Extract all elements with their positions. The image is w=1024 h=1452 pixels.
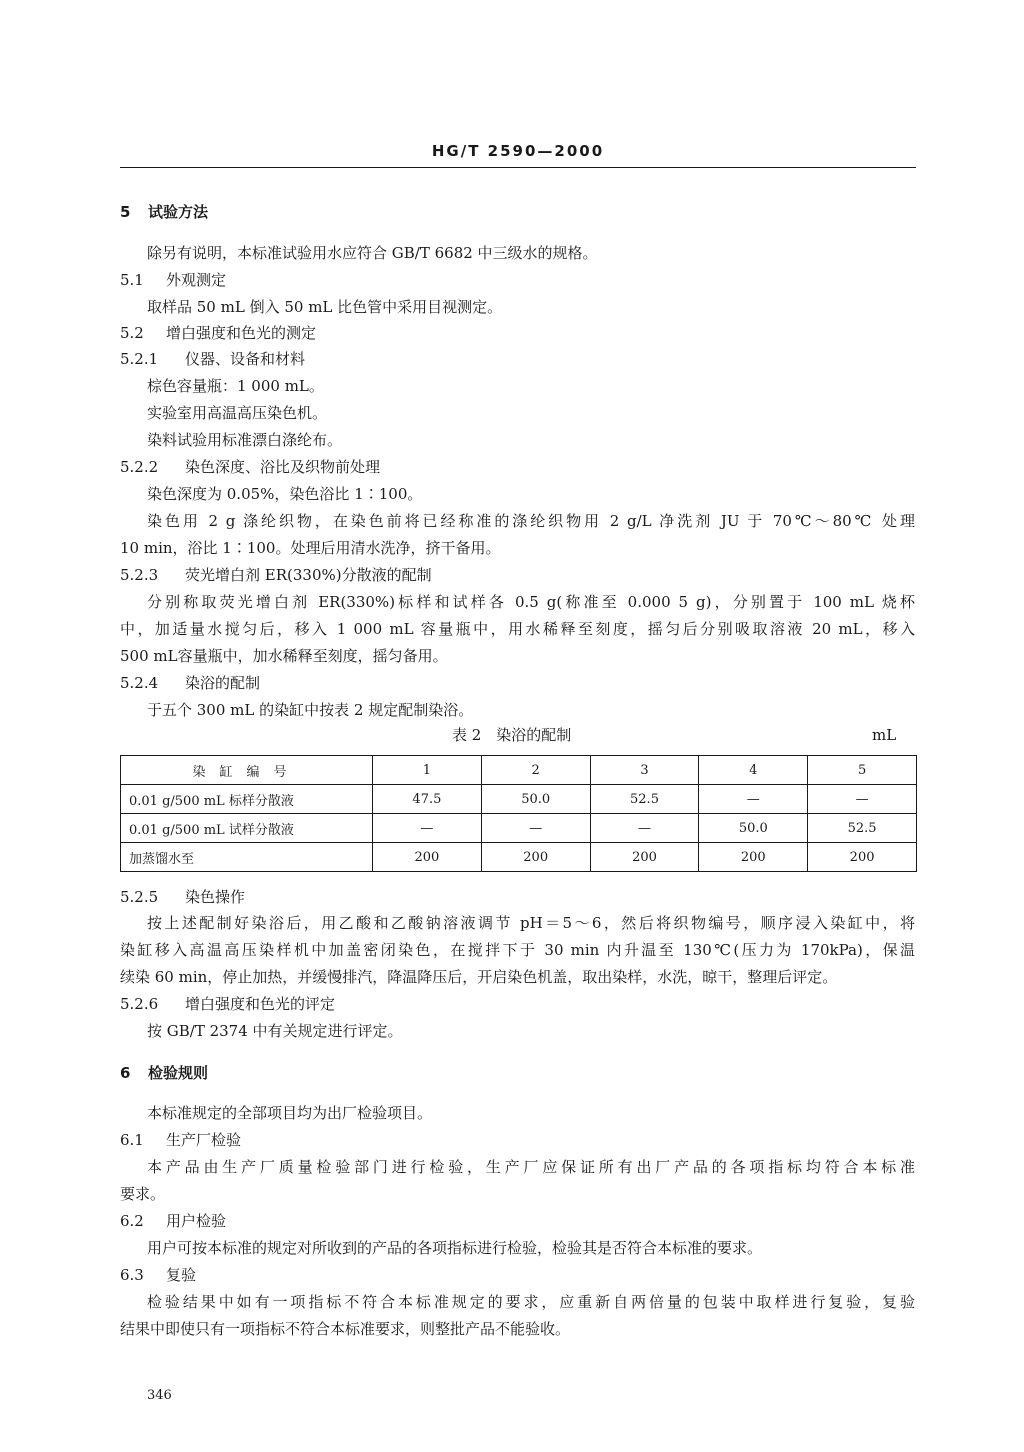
table-cell: 50.0 <box>699 814 808 843</box>
table-cell: 200 <box>699 843 808 872</box>
section-title: 染色操作 <box>185 888 246 906</box>
section-title: 染浴的配制 <box>185 674 261 692</box>
section-title: 用户检验 <box>166 1212 227 1230</box>
paragraph-5-2-1-b: 实验室用高温高压染色机。 <box>147 404 328 422</box>
paragraph-5-2-1-a: 棕色容量瓶：1 000 mL。 <box>147 377 324 395</box>
table-cell: 50.0 <box>481 785 590 814</box>
table-cell: — <box>481 814 590 843</box>
section-5-2-3-heading <box>120 565 432 585</box>
paragraph-5-2-2-b-line2: 10 min，浴比 1∶100。处理后用清水洗净，挤干备用。 <box>120 539 501 557</box>
paragraph-5-1: 取样品 50 mL 倒入 50 mL 比色管中采用目视测定。 <box>147 298 503 316</box>
table-cell: 52.5 <box>590 785 699 814</box>
section-title: 仪器、设备和材料 <box>185 350 306 368</box>
paragraph-5-2-2-a: 染色深度为 0.05%，染色浴比 1∶100。 <box>147 485 423 503</box>
paragraph-5-2-1-c: 染料试验用标准漂白涤纶布。 <box>147 431 343 449</box>
table-row <box>121 843 917 872</box>
table-cell: 0.01 g/500 mL 标样分散液 <box>121 785 373 814</box>
section-title: 复验 <box>166 1266 197 1284</box>
table-cell: 200 <box>590 843 699 872</box>
paragraph-5-2-5-line1: 按上述配制好染浴后，用乙酸和乙酸钠溶液调节 pH＝5～6，然后将织物编号，顺序浸入染缸中，将 <box>147 914 915 932</box>
table-cell: 加蒸馏水至 <box>121 843 373 872</box>
header-rule <box>120 167 916 168</box>
document-header: HG/T 2590—2000 <box>431 142 605 160</box>
table-unit: mL <box>872 726 897 744</box>
section-title: 荧光增白剂 ER(330%)分散液的配制 <box>185 566 432 584</box>
section-5-1-heading <box>120 270 226 290</box>
section-5-heading <box>120 202 208 222</box>
section-6-2-heading <box>120 1211 226 1231</box>
table-cell: 200 <box>373 843 482 872</box>
paragraph-5-2-6: 按 GB/T 2374 中有关规定进行评定。 <box>147 1022 403 1040</box>
section-number: 6.1 <box>120 1131 144 1149</box>
section-number: 5 <box>120 203 131 221</box>
section-title: 增白强度和色光的评定 <box>185 995 336 1013</box>
table-header-cell: 3 <box>590 756 699 785</box>
table-header-cell: 5 <box>808 756 917 785</box>
table-row <box>121 785 917 814</box>
table-header-cell: 2 <box>481 756 590 785</box>
section-5-2-6-heading <box>120 994 335 1014</box>
paragraph-5-2-3-line2: 中，加适量水搅匀后，移入 1 000 mL 容量瓶中，用水稀释至刻度，摇匀后分别吸取溶液 20 mL，移入 <box>120 620 915 638</box>
section-number: 5.2.2 <box>120 458 159 476</box>
section-title: 染色深度、浴比及织物前处理 <box>185 458 381 476</box>
paragraph-5-2-4: 于五个 300 mL 的染缸中按表 2 规定配制染浴。 <box>147 701 474 719</box>
section-number: 5.2.1 <box>120 350 159 368</box>
section-number: 5.2.5 <box>120 888 159 906</box>
paragraph-5-2-5-line2: 染缸移入高温高压染样机中加盖密闭染色，在搅拌下于 30 min 内升温至 130℃(压力为 170kPa)，保温 <box>120 941 915 959</box>
section-number: 5.2.6 <box>120 995 159 1013</box>
section-title: 检验规则 <box>148 1064 209 1082</box>
section-number: 5.2.4 <box>120 674 159 692</box>
paragraph-6: 本标准规定的全部项目均为出厂检验项目。 <box>147 1104 433 1122</box>
table-cell: 47.5 <box>373 785 482 814</box>
table-cell: — <box>373 814 482 843</box>
table-cell: — <box>808 785 917 814</box>
table-cell: 0.01 g/500 mL 试样分散液 <box>121 814 373 843</box>
section-number: 5.1 <box>120 271 144 289</box>
table-header-cell: 染缸编号 <box>121 756 373 785</box>
table-header-cell: 4 <box>699 756 808 785</box>
section-title: 生产厂检验 <box>166 1131 242 1149</box>
paragraph-6-1-line2: 要求。 <box>120 1185 166 1203</box>
section-5-2-2-heading <box>120 457 380 477</box>
table-cell: 52.5 <box>808 814 917 843</box>
section-number: 5.2.3 <box>120 566 159 584</box>
section-number: 6.3 <box>120 1266 144 1284</box>
paragraph-5-2-3-line3: 500 mL容量瓶中，加水稀释至刻度，摇匀备用。 <box>120 647 448 665</box>
table-cell: — <box>699 785 808 814</box>
section-number: 6.2 <box>120 1212 144 1230</box>
section-5-2-4-heading <box>120 673 260 693</box>
table-header-row <box>121 756 917 785</box>
paragraph-5-2-5-line3: 续染 60 min，停止加热，并缓慢排汽，降温降压后，开启染色机盖，取出染样，水洗，晾干，整理后评定。 <box>120 968 838 986</box>
table-title: 表 2 染浴的配制 <box>452 726 572 744</box>
table-header-cell: 1 <box>373 756 482 785</box>
section-5-2-5-heading <box>120 887 245 907</box>
paragraph-5-2-3-line1: 分别称取荧光增白剂 ER(330%)标样和试样各 0.5 g(称准至 0.000 5 g)，分别置于 100 mL 烧杯 <box>147 593 915 611</box>
paragraph-6-3-line1: 检验结果中如有一项指标不符合本标准规定的要求，应重新自两倍量的包装中取样进行复验，复验 <box>147 1293 915 1311</box>
table-cell: — <box>590 814 699 843</box>
section-5-2-heading <box>120 323 316 343</box>
section-title: 增白强度和色光的测定 <box>166 324 317 342</box>
page-number: 346 <box>147 1388 172 1403</box>
paragraph-5-2-2-b-line1: 染色用 2 g 涤纶织物，在染色前将已经称准的涤纶织物用 2 g/L 净洗剂 JU 于 70℃～80℃ 处理 <box>147 512 915 530</box>
table-cell: 200 <box>808 843 917 872</box>
section-number: 5.2 <box>120 324 144 342</box>
dye-bath-table <box>120 755 917 872</box>
paragraph-6-1-line1: 本产品由生产厂质量检验部门进行检验，生产厂应保证所有出厂产品的各项指标均符合本标准 <box>147 1158 915 1176</box>
paragraph-6-3-line2: 结果中即使只有一项指标不符合本标准要求，则整批产品不能验收。 <box>120 1320 571 1338</box>
paragraph-water: 除另有说明，本标准试验用水应符合 GB/T 6682 中三级水的规格。 <box>147 244 598 262</box>
section-6-3-heading <box>120 1265 196 1285</box>
paragraph-6-2: 用户可按本标准的规定对所收到的产品的各项指标进行检验，检验其是否符合本标准的要求。 <box>147 1239 763 1257</box>
section-5-2-1-heading <box>120 349 305 369</box>
section-title: 外观测定 <box>166 271 227 289</box>
section-number: 6 <box>120 1064 131 1082</box>
table-cell: 200 <box>481 843 590 872</box>
section-title: 试验方法 <box>148 203 209 221</box>
section-6-heading <box>120 1063 208 1083</box>
table-row <box>121 814 917 843</box>
section-6-1-heading <box>120 1130 241 1150</box>
